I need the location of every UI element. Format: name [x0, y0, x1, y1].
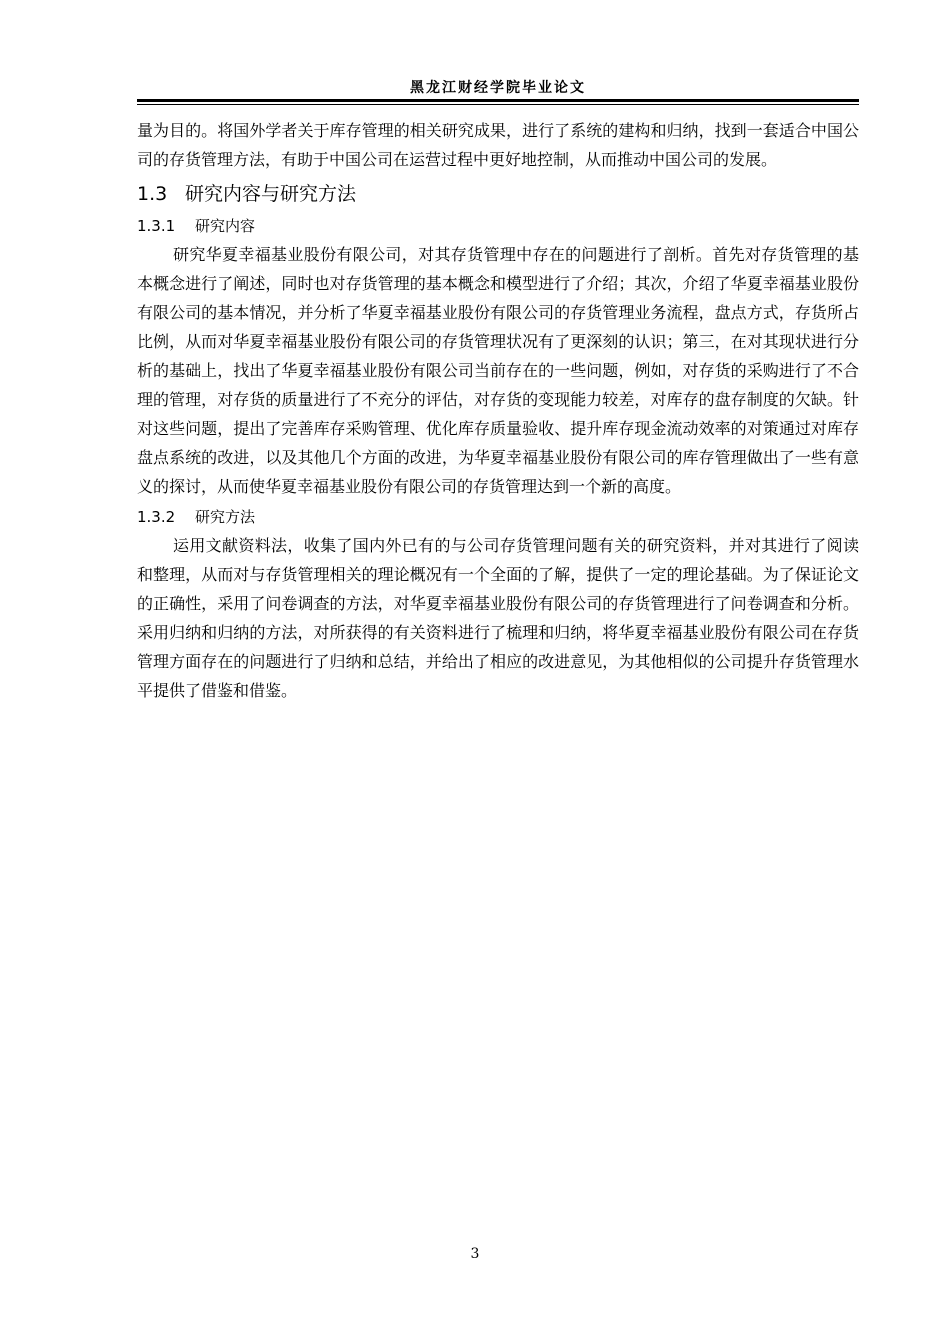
page-number: 3 — [470, 1246, 480, 1262]
running-header: 黑龙江财经学院毕业论文 — [410, 80, 586, 96]
research-method-paragraph: 运用文献资料法，收集了国内外已有的与公司存货管理问题有关的研究资料，并对其进行了阅读和整理，从而对与存货管理相关的理论概况有一个全面的了解，提供了一定的理论基础。为了保证论文的正确性，采用了问卷调查的方法，对华夏幸福基业股份有限公司的存货管理进行了问卷调查和分析。采用归纳和归纳的方法，对所获得的有关资料进行了梳理和归纳，将华夏幸福基业股份有限公司在存货管理方面存在的问题进行了归纳和总结，并给出了相应的改进意见，为其他相似的公司提升存货管理水平提供了借鉴和借鉴。 — [137, 536, 859, 700]
section-number: 1.3 — [137, 183, 168, 205]
research-content-paragraph: 研究华夏幸福基业股份有限公司，对其存货管理中存在的问题进行了剖析。首先对存货管理的基本概念进行了阐述，同时也对存货管理的基本概念和模型进行了介绍；其次，介绍了华夏幸福基业股份有限公司的基本情况，并分析了华夏幸福基业股份有限公司的存货管理业务流程，盘点方式，存货所占比例，从而对华夏幸福基业股份有限公司的存货管理状况有了更深刻的认识；第三，在对其现状进行分析的基础上，找出了华夏幸福基业股份有限公司当前存在的一些问题，例如，对存货的采购进行了不合理的管理，对存货的质量进行了不充分的评估，对存货的变现能力较差，对库存的盘存制度的欠缺。针对这些问题，提出了完善库存采购管理、优化库存质量验收、提升库存现金流动效率的对策通过对库存盘点系统的改进，以及其他几个方面的改进，为华夏幸福基业股份有限公司的库存管理做出了一些有意义的探讨，从而使华夏幸福基业股份有限公司的存货管理达到一个新的高度。 — [137, 245, 859, 496]
subsection-heading-1-3-1 — [137, 212, 859, 240]
section-heading-1-3 — [137, 178, 859, 210]
subsection-number: 1.3.2 — [137, 508, 176, 526]
subsection-title: 研究方法 — [195, 508, 256, 526]
header-rule-thick — [137, 99, 859, 102]
subsection-number: 1.3.1 — [137, 217, 176, 235]
intro-paragraph: 量为目的。将国外学者关于库存管理的相关研究成果，进行了系统的建构和归纳，找到一套适合中国公司的存货管理方法，有助于中国公司在运营过程中更好地控制，从而推动中国公司的发展。 — [137, 121, 859, 169]
page-body — [137, 116, 859, 705]
section-title: 研究内容与研究方法 — [185, 183, 357, 205]
header-rule-thin — [137, 104, 859, 105]
subsection-title: 研究内容 — [195, 217, 256, 235]
subsection-heading-1-3-2 — [137, 503, 859, 531]
